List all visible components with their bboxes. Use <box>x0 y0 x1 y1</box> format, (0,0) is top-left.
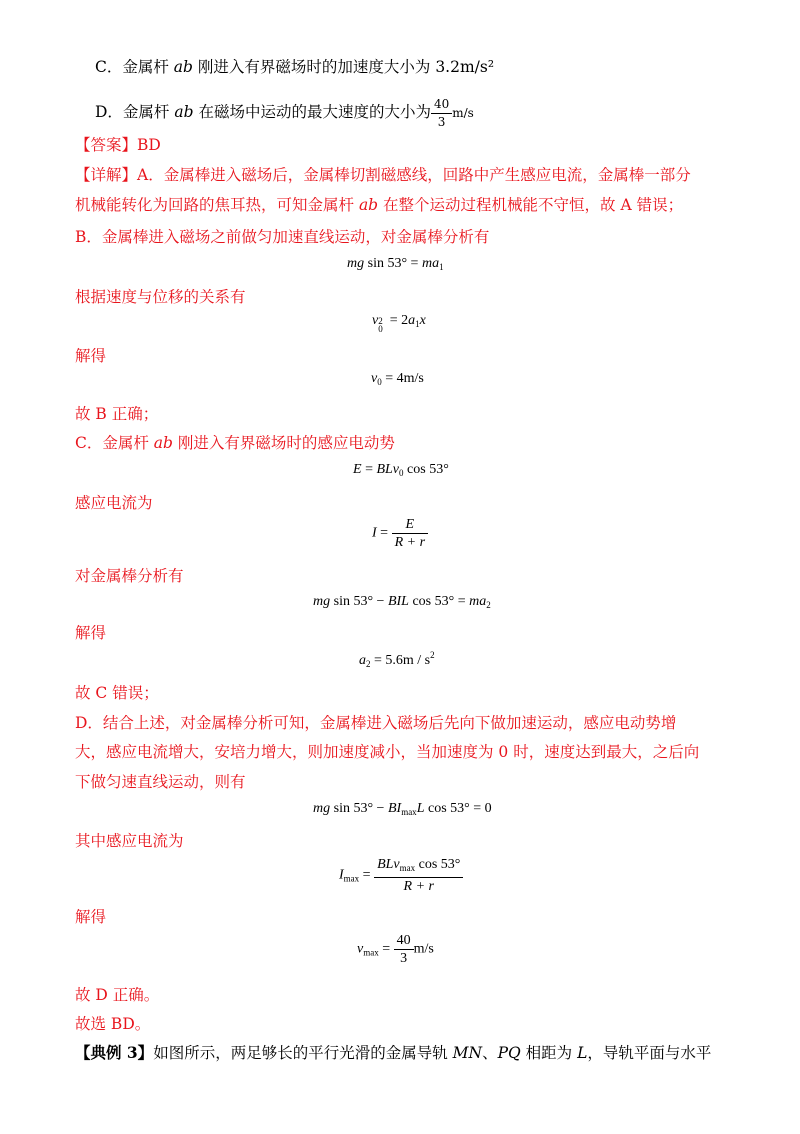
eq9-eq: = <box>359 867 375 883</box>
eq10-fraction <box>394 932 414 967</box>
eq5-eq: = <box>376 525 392 541</box>
eq4-eq: = <box>361 462 377 477</box>
explain-c1-post: 刚进入有界磁场时的感应电动势 <box>172 434 395 452</box>
option-d-frac-num: 40 <box>431 96 452 114</box>
eq10-v: v <box>357 941 364 957</box>
eq2-x: x <box>419 313 426 328</box>
eq2-rest: = 2 <box>386 313 409 328</box>
eq4-rest: cos 53° <box>403 462 449 477</box>
option-c-text: 刚进入有界磁场时的加速度大小为 3.2m/s² <box>192 58 495 76</box>
eq6-BIL: BIL <box>387 594 409 609</box>
eq2-sup: 2 <box>378 316 383 326</box>
explain-c1-pre: C．金属杆 <box>75 434 154 452</box>
equation-8 <box>313 801 492 817</box>
eq9-num-sub: max <box>399 863 416 873</box>
eq2-v: v <box>372 313 379 328</box>
next-text-post: ，导轨平面与水平 <box>587 1044 712 1062</box>
eq8-BI: BI <box>387 801 402 816</box>
eq9-sub: max <box>343 873 360 884</box>
explain-a2-var: ab <box>358 196 379 214</box>
explain-conclusion: 故选 BD。 <box>75 1015 151 1033</box>
eq1-left: mg <box>347 256 365 271</box>
eq3-rest: = 4m/s <box>381 371 424 386</box>
eq1-sub: 1 <box>439 262 444 272</box>
explain-d5: 解得 <box>75 908 107 926</box>
next-L: L <box>577 1044 588 1062</box>
explain-c3: 对金属棒分析有 <box>75 567 184 585</box>
equation-10 <box>357 932 434 967</box>
eq8-b: cos 53° = 0 <box>424 801 492 816</box>
equation-9 <box>339 856 463 895</box>
explain-a1: A．金属棒进入磁场后，金属棒切割磁感线，回路中产生感应电流，金属棒一部分 <box>137 166 691 184</box>
eq10-sub: max <box>363 947 379 958</box>
explain-d1: D．结合上述，对金属棒分析可知，金属棒进入磁场后先向下做加速运动，感应电动势增 <box>75 714 677 732</box>
answer-label: 【答案】 <box>75 136 138 154</box>
eq2-sub: 0 <box>378 324 383 334</box>
eq4-E: E <box>353 462 362 477</box>
explain-a2-pre: 机械能转化为回路的焦耳热，可知金属杆 <box>75 196 359 214</box>
eq5-num: E <box>392 516 428 534</box>
equation-4 <box>353 462 449 478</box>
option-d-prefix: D．金属杆 <box>95 103 175 121</box>
eq9-fraction <box>374 856 463 895</box>
explain-d3: 下做匀速直线运动，则有 <box>75 773 246 791</box>
option-c <box>95 56 494 78</box>
eq10-eq: = <box>378 941 394 957</box>
option-d-text: 在磁场中运动的最大速度的大小为 <box>193 103 431 121</box>
eq3-sub: 0 <box>377 377 382 387</box>
eq8-L: L <box>416 801 425 816</box>
eq4-sub: 0 <box>399 468 404 478</box>
eq6-mg: mg <box>313 594 331 609</box>
equation-2 <box>372 313 426 334</box>
option-c-prefix: C．金属杆 <box>95 58 174 76</box>
explain-b4: 故 B 正确； <box>75 405 159 423</box>
eq10-num: 40 <box>394 932 414 950</box>
option-d <box>95 92 474 133</box>
option-d-frac-den: 3 <box>437 114 446 129</box>
next-sep: 、 <box>482 1044 498 1062</box>
explain-c5: 故 C 错误； <box>75 684 159 702</box>
answer-line <box>75 134 161 156</box>
eq7-a: a <box>359 653 366 668</box>
explain-c2: 感应电流为 <box>75 494 153 512</box>
eq2-asub: 1 <box>415 319 420 329</box>
explain-b1: B．金属棒进入磁场之前做匀加速直线运动，对金属棒分析有 <box>75 228 490 246</box>
equation-5 <box>372 516 428 551</box>
next-text-pre: 如图所示，两足够长的平行光滑的金属导轨 <box>153 1044 453 1062</box>
explain-b2: 根据速度与位移的关系有 <box>75 288 246 306</box>
eq9-den: R + r <box>403 879 434 894</box>
eq1-right: ma <box>421 256 440 271</box>
equation-7 <box>359 650 435 669</box>
eq4-BLv: BLv <box>376 462 400 477</box>
option-d-var: ab <box>174 103 194 121</box>
next-example-label: 【典例 3】 <box>75 1043 154 1062</box>
eq5-fraction <box>392 516 428 551</box>
eq2-a: a <box>408 313 416 328</box>
explain-c4: 解得 <box>75 624 107 642</box>
next-example <box>75 1042 711 1064</box>
eq9-num-rest: cos 53° <box>415 857 461 872</box>
eq7-sup: 2 <box>430 650 435 660</box>
explain-d4: 其中感应电流为 <box>75 832 184 850</box>
eq7-rest: = 5.6m / s <box>370 653 431 668</box>
equation-6 <box>313 594 491 610</box>
eq5-den: R + r <box>394 535 426 550</box>
explain-d6: 故 D 正确。 <box>75 986 160 1004</box>
eq6-a: sin 53° − <box>330 594 388 609</box>
next-pq: PQ <box>497 1044 521 1062</box>
eq10-unit: m/s <box>413 941 434 957</box>
eq9-I: I <box>339 867 344 883</box>
explain-b3: 解得 <box>75 347 107 365</box>
eq8-mg: mg <box>313 801 331 816</box>
eq1-mid: sin 53° = <box>364 256 422 271</box>
explain-a2-post: 在整个运动过程机械能不守恒，故 A 错误； <box>378 196 684 214</box>
explain-c1-var: ab <box>153 434 173 452</box>
eq8-sub: max <box>401 807 417 817</box>
eq9-num <box>374 856 463 878</box>
eq6-ma: ma <box>469 594 487 609</box>
explain-label: 【详解】 <box>75 166 138 184</box>
eq10-den: 3 <box>400 951 408 966</box>
explain-d2: 大，感应电流增大，安培力增大，则加速度减小，当加速度为 0 时，速度达到最大，之后向 <box>75 743 700 761</box>
next-text-mid: 相距为 <box>520 1044 578 1062</box>
eq6-sub: 2 <box>486 600 491 610</box>
eq9-num-text: BLv <box>377 857 400 872</box>
explain-c1 <box>75 432 395 454</box>
equation-1 <box>347 256 444 272</box>
next-mn: MN <box>452 1044 483 1062</box>
eq3-v: v <box>371 371 378 386</box>
eq8-a: sin 53° − <box>330 801 388 816</box>
eq5-I: I <box>372 525 377 541</box>
option-d-unit: m/s <box>452 106 474 120</box>
equation-3 <box>371 371 424 387</box>
option-c-var: ab <box>173 58 193 76</box>
explain-a-line1 <box>75 164 691 186</box>
eq6-b: cos 53° = <box>408 594 470 609</box>
eq7-sub: 2 <box>366 659 371 669</box>
answer-value: BD <box>137 136 161 154</box>
explain-a-line2 <box>75 194 683 216</box>
option-d-fraction <box>431 96 452 131</box>
